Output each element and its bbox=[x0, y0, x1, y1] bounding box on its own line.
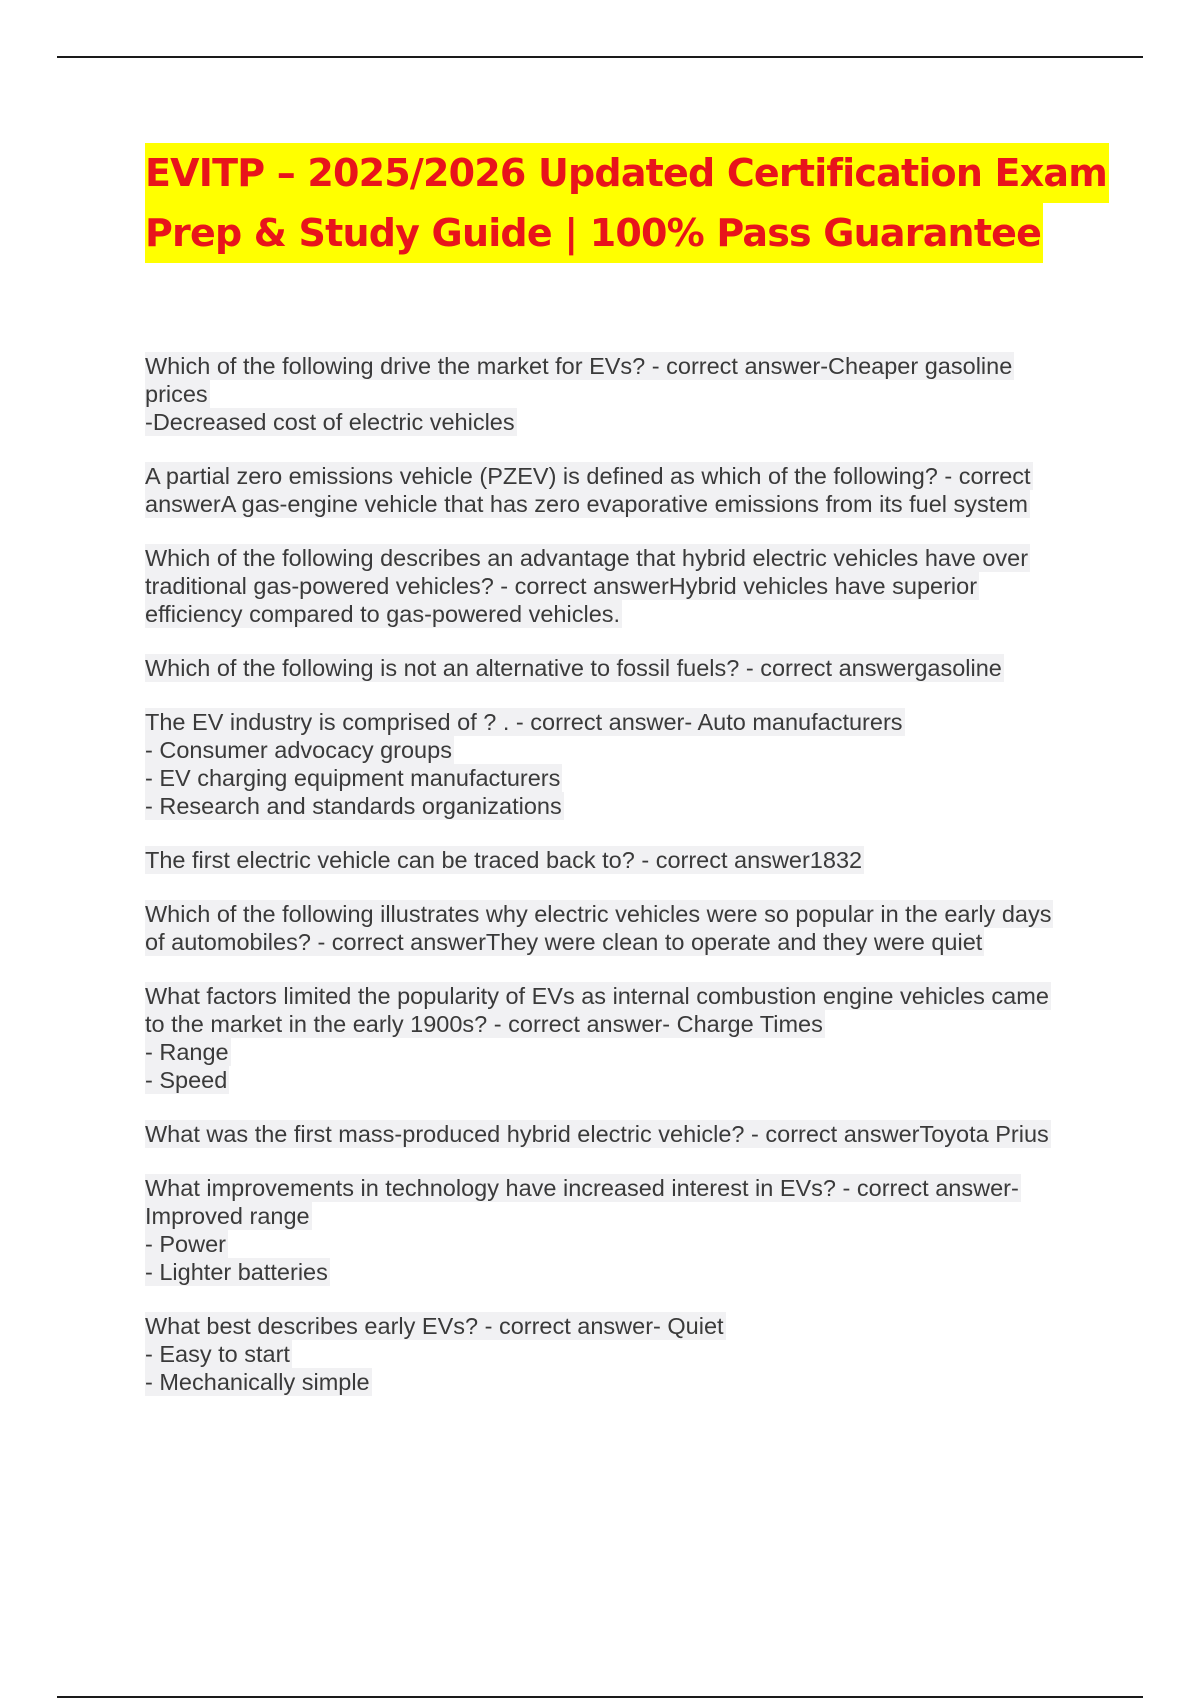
qa-continuation-line: -Decreased cost of electric vehicles bbox=[145, 409, 515, 435]
qa-continuation-line: - Consumer advocacy groups bbox=[145, 737, 452, 763]
qa-continuation-line: - Lighter batteries bbox=[145, 1259, 328, 1285]
qa-question-line: What was the first mass-produced hybrid electric vehicle? - correct answerToyota Prius bbox=[145, 1121, 1049, 1147]
qa-continuation-line: - Power bbox=[145, 1231, 226, 1257]
qa-question-line: What best describes early EVs? - correct answer- Quiet bbox=[145, 1313, 724, 1339]
qa-continuation-line: prices bbox=[145, 381, 208, 407]
qa-continuation-line: - Range bbox=[145, 1039, 229, 1065]
qa-item bbox=[145, 462, 1085, 518]
qa-item bbox=[145, 1312, 1085, 1396]
qa-question-line: The EV industry is comprised of ? . - correct answer- Auto manufacturers bbox=[145, 709, 903, 735]
qa-continuation-line: efficiency compared to gas-powered vehicles. bbox=[145, 601, 621, 627]
qa-continuation-line: - Speed bbox=[145, 1067, 228, 1093]
qa-item bbox=[145, 1174, 1085, 1286]
qa-continuation-line: - Easy to start bbox=[145, 1341, 290, 1367]
qa-continuation-line: Improved range bbox=[145, 1203, 310, 1229]
qa-item bbox=[145, 900, 1085, 956]
qa-continuation-line: to the market in the early 1900s? - correct answer- Charge Times bbox=[145, 1011, 823, 1037]
qa-item bbox=[145, 352, 1085, 436]
qa-continuation-line: - Research and standards organizations bbox=[145, 793, 562, 819]
qa-item bbox=[145, 708, 1085, 820]
qa-question-line: What factors limited the popularity of EVs as internal combustion engine vehicles came bbox=[145, 983, 1049, 1009]
qa-question-line: Which of the following is not an alternative to fossil fuels? - correct answergasoline bbox=[145, 655, 1002, 681]
qa-continuation-line: of automobiles? - correct answerThey were clean to operate and they were quiet bbox=[145, 929, 983, 955]
qa-question-line: Which of the following illustrates why electric vehicles were so popular in the early days bbox=[145, 901, 1052, 927]
qa-question-line: A partial zero emissions vehicle (PZEV) is defined as which of the following? - correct bbox=[145, 463, 1031, 489]
qa-question-line: Which of the following describes an advantage that hybrid electric vehicles have over bbox=[145, 545, 1029, 571]
qa-continuation-line: answerA gas-engine vehicle that has zero evaporative emissions from its fuel system bbox=[145, 491, 1028, 517]
qa-continuation-line: - Mechanically simple bbox=[145, 1369, 370, 1395]
footer-rule bbox=[57, 1696, 1143, 1698]
qa-item bbox=[145, 544, 1085, 628]
qa-item bbox=[145, 846, 1085, 874]
qa-continuation-line: traditional gas-powered vehicles? - correct answerHybrid vehicles have superior bbox=[145, 573, 978, 599]
title-line: Prep & Study Guide | 100% Pass Guarantee bbox=[145, 203, 1043, 263]
qa-question-line: What improvements in technology have increased interest in EVs? - correct answer- bbox=[145, 1175, 1019, 1201]
qa-item bbox=[145, 982, 1085, 1094]
qa-item bbox=[145, 654, 1085, 682]
qa-continuation-line: - EV charging equipment manufacturers bbox=[145, 765, 561, 791]
qa-list bbox=[145, 352, 1085, 1422]
document-title bbox=[145, 143, 1108, 263]
header-rule bbox=[57, 56, 1143, 58]
qa-question-line: The first electric vehicle can be traced back to? - correct answer1832 bbox=[145, 847, 863, 873]
title-line: EVITP – 2025/2026 Updated Certification Exam bbox=[145, 143, 1109, 203]
qa-item bbox=[145, 1120, 1085, 1148]
qa-question-line: Which of the following drive the market for EVs? - correct answer-Cheaper gasoline bbox=[145, 353, 1013, 379]
